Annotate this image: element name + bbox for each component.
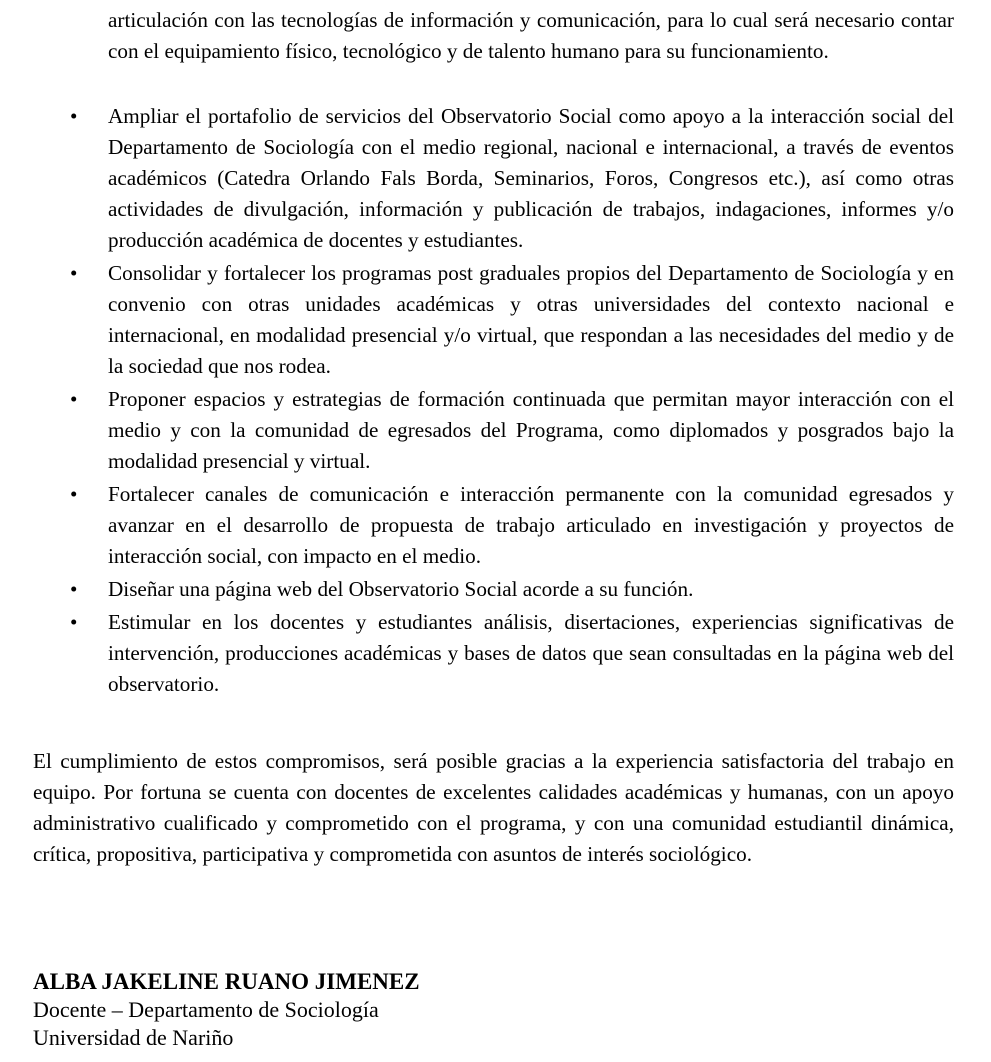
bullet-icon: • (70, 482, 78, 506)
bullet-text: Fortalecer canales de comunicación e interacción permanente con la comunidad egresados y avanzar en el desarrollo de propuesta de trabajo articulado en investigación y proyectos de interacción social, con impacto en el medio. (108, 482, 954, 568)
bullet-icon: • (70, 104, 78, 128)
list-item (0, 607, 991, 700)
bullet-list (0, 101, 991, 702)
signature-institution: Universidad de Nariño (33, 1025, 234, 1050)
list-item (0, 479, 991, 572)
signature-role: Docente – Departamento de Sociología (33, 997, 379, 1022)
closing-paragraph: El cumplimiento de estos compromisos, será posible gracias a la experiencia satisfactoria del trabajo en equipo. Por fortuna se cuenta con docentes de excelentes calidades académicas y humanas, con un apoyo administrativo cualificado y comprometido con el programa, y con una comunidad estudiantil dinámica, crítica, propositiva, participativa y comprometida con asuntos de interés sociológico. (33, 749, 954, 866)
signature-name: ALBA JAKELINE RUANO JIMENEZ (33, 969, 420, 994)
bullet-text: Proponer espacios y estrategias de formación continuada que permitan mayor interacción con el medio y con la comunidad de egresados del Programa, como diplomados y posgrados bajo la modalidad presencial y virtual. (108, 387, 954, 473)
list-item (0, 101, 991, 256)
bullet-text: Consolidar y fortalecer los programas post graduales propios del Departamento de Sociología y en convenio con otras unidades académicas y otras universidades del contexto nacional e internacional, en modalidad presencial y/o virtual, que respondan a las necesidades del medio y de la sociedad que nos rodea. (108, 261, 954, 378)
signature-block (33, 967, 733, 1052)
list-item (0, 384, 991, 477)
bullet-icon: • (70, 577, 78, 601)
list-item (0, 574, 991, 605)
list-item (0, 258, 991, 382)
bullet-text: Diseñar una página web del Observatorio Social acorde a su función. (108, 577, 694, 601)
bullet-text: Ampliar el portafolio de servicios del Observatorio Social como apoyo a la interacción social del Departamento de Sociología con el medio regional, nacional e internacional, a través de eventos académicos (Catedra Orlando Fals Borda, Seminarios, Foros, Congresos etc.), así como otras actividades de divulgación, información y publicación de trabajos, indagaciones, informes y/o producción académica de docentes y estudiantes. (108, 104, 954, 252)
continuation-paragraph: articulación con las tecnologías de información y comunicación, para lo cual será necesario contar con el equipamiento físico, tecnológico y de talento humano para su funcionamiento. (108, 8, 954, 63)
bullet-icon: • (70, 610, 78, 634)
bullet-icon: • (70, 261, 78, 285)
bullet-icon: • (70, 387, 78, 411)
bullet-text: Estimular en los docentes y estudiantes análisis, disertaciones, experiencias significativas de intervención, producciones académicas y bases de datos que sean consultadas en la página web del observatorio. (108, 610, 954, 696)
